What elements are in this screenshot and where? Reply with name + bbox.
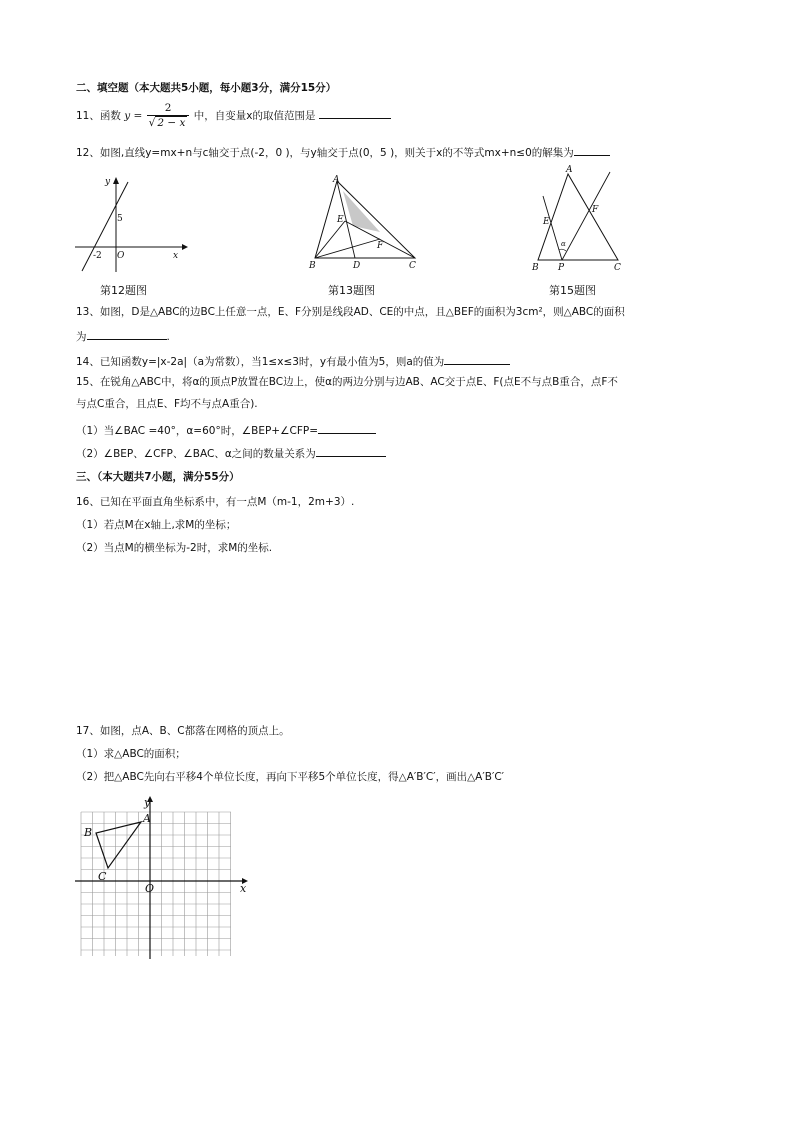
q13-line2-prefix: 为: [76, 331, 87, 343]
section-3-title: 三、（本大题共7小题，满分55分）: [76, 471, 240, 483]
question-12: [76, 144, 610, 160]
fig12-x-label: x: [173, 251, 179, 261]
fig13-segment-be: [315, 221, 345, 258]
fig13-label-d: D: [353, 261, 361, 271]
fig17-label-c: C: [98, 870, 107, 883]
fig12-caption: 第12题图: [100, 284, 147, 297]
fig13-label-e: E: [337, 215, 344, 225]
figure-15: [528, 166, 638, 274]
fig15-label-p: P: [558, 263, 565, 273]
q13-line2-suffix: .: [166, 331, 170, 343]
q11-fraction: [147, 102, 190, 130]
q12-answer-blank[interactable]: [574, 144, 610, 156]
fig12-origin: O: [117, 251, 125, 261]
q15-sub2-text: （2）∠BEP、∠CFP、∠BAC、α之间的数量关系为: [76, 448, 316, 460]
fig15-label-c: C: [614, 263, 621, 273]
q15-line2: 与点C重合，且点E、F均不与点A重合).: [76, 398, 258, 410]
fig15-caption: 第15题图: [549, 284, 596, 297]
fig17-origin: O: [145, 882, 155, 895]
q11-denominator: √ 2 − x: [148, 117, 186, 129]
q16-line1: 16、已知在平面直角坐标系中，有一点M（m-1，2m+3）.: [76, 496, 355, 508]
q17-sub1: （1）求△ABC的面积；: [76, 748, 186, 760]
question-14: [76, 353, 510, 369]
fig17-label-a: A: [143, 812, 151, 825]
fig15-label-e: E: [543, 217, 550, 227]
q17-sub2: （2）把△ABC先向右平移4个单位长度，再向下平移5个单位长度，得△A′B′C′，画出△A′B′C′: [76, 771, 505, 783]
fig13-label-f: F: [377, 241, 384, 251]
fig17-triangle-abc: [96, 822, 141, 868]
q17-line1: 17、如图，点A、B、C都落在网格的顶点上。: [76, 725, 290, 737]
question-11: [76, 102, 391, 130]
q15-sub2-answer-blank[interactable]: [316, 445, 386, 457]
fig13-segment-bf: [315, 239, 380, 258]
q16-sub2: （2）当点M的横坐标为-2时，求M的坐标.: [76, 542, 273, 554]
figure-13: [305, 176, 425, 271]
q16-sub1: （1）若点M在x轴上,求M的坐标；: [76, 519, 237, 531]
fig13-label-c: C: [409, 261, 416, 271]
fig15-triangle-abc: [538, 174, 618, 260]
q14-text: 14、已知函数y=|x-2a|（a为常数），当1≤x≤3时，y有最小值为5，则a的值为: [76, 356, 445, 368]
figure-17-grid: [70, 792, 255, 964]
q11-radicand: 2 − x: [157, 117, 186, 129]
fig13-segment-ce: [345, 221, 415, 258]
fig12-y-arrow: [113, 177, 119, 184]
fig15-ray-pf: [562, 172, 610, 260]
figure-12: [70, 172, 190, 277]
fig13-label-a: A: [333, 175, 340, 185]
q13-line1: 13、如图，D是△ABC的边BC上任意一点，E、F分别是线段AD、CE的中点，且△BEF的面积为3cm²，则△ABC的面积: [76, 306, 625, 318]
q11-prefix: 11、函数: [76, 110, 121, 122]
q14-answer-blank[interactable]: [444, 353, 510, 365]
q11-numerator: 2: [147, 102, 190, 116]
q11-answer-blank[interactable]: [319, 107, 391, 119]
fig15-label-b: B: [532, 263, 539, 273]
fig12-tick-5: 5: [117, 214, 123, 224]
q11-y-eq: y =: [124, 110, 143, 122]
q12-text: 12、如图,直线y=mx+n与c轴交于点(-2，0 )，与y轴交于点(0，5 )，则关于x的不等式mx+n≤0的解集为: [76, 147, 574, 159]
fig13-label-b: B: [309, 261, 316, 271]
q15-line1: 15、在锐角△ABC中，将α的顶点P放置在BC边上，使α的两边分别与边AB、AC交于点E、F(点E不与点B重合，点F不: [76, 376, 618, 388]
fig17-label-b: B: [84, 826, 93, 839]
fig13-shaded-triangle: [343, 191, 380, 232]
fig12-y-label: y: [105, 177, 111, 187]
fig13-caption: 第13题图: [328, 284, 375, 297]
fig15-angle-arc: [559, 249, 566, 251]
q13-answer-blank[interactable]: [87, 328, 167, 340]
fig17-x-label: x: [240, 882, 247, 895]
fig15-label-a: A: [566, 165, 573, 175]
question-15-sub2: [76, 445, 386, 461]
fig12-tick-neg2: -2: [93, 251, 102, 261]
q15-sub1-answer-blank[interactable]: [318, 422, 376, 434]
q11-suffix: 中，自变量x的取值范围是: [193, 110, 316, 122]
fig15-ray-pe: [543, 196, 562, 260]
question-15-sub1: [76, 422, 376, 438]
fig17-y-label: y: [144, 796, 151, 809]
q15-sub1-text: （1）当∠BAC =40°，α=60°时，∠BEP+∠CFP=: [76, 425, 318, 437]
question-13-line2: [76, 328, 170, 344]
fig15-label-f: F: [592, 205, 599, 215]
fig17-grid-lines: [81, 812, 231, 956]
fig15-label-alpha: α: [561, 240, 566, 248]
section-2-title: 二、填空题（本大题共5小题，每小题3分，满分15分）: [76, 82, 337, 94]
fig12-x-arrow: [182, 244, 188, 250]
